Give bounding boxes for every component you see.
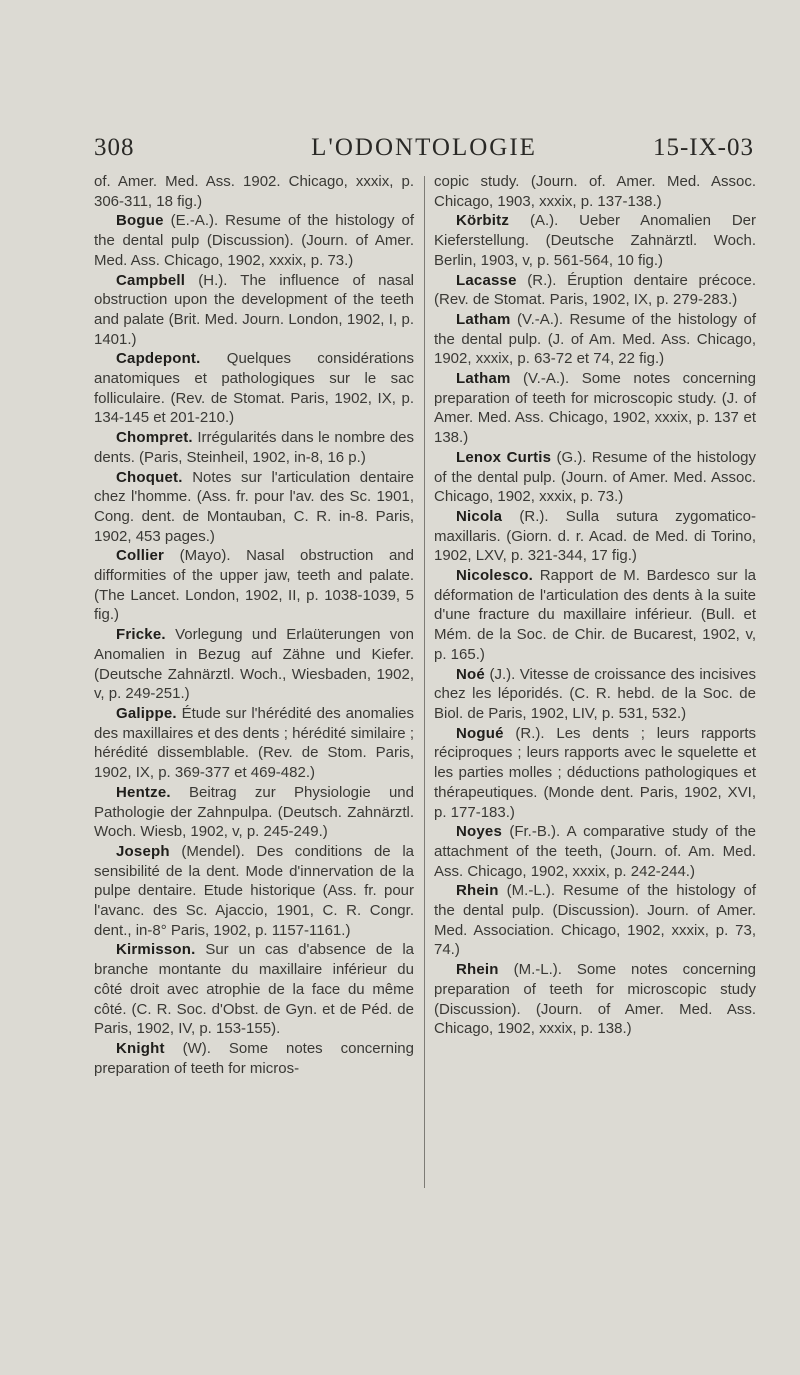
entry-author: Nogué [456,724,504,742]
entry-author: Choquet. [116,468,183,486]
entry-author: Körbitz [456,212,510,230]
entry-text: (Mayo). Nasal obstruction and difformities of the upper jaw, teeth and palate. (The Lancet. London, 1902, II, p. 1038-1039, 5 fig.) [94,547,414,624]
entry-text: Rapport de M. Bardesco sur la déformation de l'articulation des dents à la suite d'une fracture du maxillaire inférieur. (Bull. et Mém. de la Soc. de Chir. de Bucarest, 1902, v, p. 165.) [434,567,756,663]
entry-text: Notes sur l'articulation dentaire chez l'homme. (Ass. fr. pour l'av. des Sc. 1901, Cong. dent. de Montauban, C. R. in-8. Paris, 1902, 453 pages.) [94,468,414,545]
entry-text: (A.). Ueber Anomalien Der Kieferstellung. (Deutsche Zahnärztl. Woch. Berlin, 1903, v, p. 561-564, 10 fig.) [434,212,756,269]
entry-author: Noé [456,665,485,683]
entry-text: (R.). Les dents ; leurs rapports réciproques ; leurs rapports avec le squelette et les parties molles ; déductions pathologiques et thérapeutiques. (Monde dent. Paris, 1902, XVI, p. 177-183.) [434,724,756,821]
entry-text: Irrégularités dans le nombre des dents. (Paris, Steinheil, 1902, in-8, 16 p.) [94,429,414,466]
bibliography-entry [94,625,414,704]
bibliography-entry [94,940,414,1039]
bibliography-entry [434,665,756,724]
bibliography-entry [434,724,756,823]
entry-author: Nicola [456,507,503,525]
entry-author: Knight [116,1039,165,1057]
bibliography-entry [94,172,414,211]
bibliography-entry [434,310,756,369]
bibliography-entry [94,349,414,428]
bibliography-entry [94,468,414,547]
entry-author: Lacasse [456,271,517,289]
entry-author: Bogue [116,212,164,230]
entry-author: Joseph [116,842,170,860]
right-column [434,172,756,1039]
entry-author: Chompret. [116,429,193,447]
bibliography-entry [434,881,756,960]
page-number: 308 [94,134,135,161]
entry-text: Vorlegung und Erlaüterungen von Anomalien in Bezug auf Zähne und Kiefer. (Deutsche Zahnärztl. Woch., Wiesbaden, 1902, v, p. 249-251.) [94,626,414,703]
entry-author: Collier [116,547,165,565]
column-divider [424,176,425,1188]
issue-date: 15-IX-03 [652,134,754,161]
entry-author: Nicolesco. [456,567,534,585]
bibliography-entry [434,172,756,211]
entry-author: Rhein [456,882,499,900]
entry-text: Beitrag zur Physiologie und Pathologie der Zahnpulpa. (Deutsch. Zahnärztl. Woch. Wiesb, 1902, v, p. 245-249.) [94,783,414,841]
entry-text: (R.). Sulla sutura zygomatico-maxillaris. (Giorn. d. r. Acad. de Med. di Torino, 1902, LXV, p. 321-344, 17 fig.) [434,507,756,565]
bibliography-entry [434,507,756,566]
entry-author: Fricke. [116,626,166,644]
entry-author: Lenox Curtis [456,448,552,466]
bibliography-entry [94,546,414,625]
entry-text: Étude sur l'hérédité des anomalies des maxillaires et des dents ; hérédité similaire ; hérédité dissemblable. (Rev. de Stom. Paris, 1902, IX, p. 369-377 et 469-482.) [94,704,414,782]
bibliography-entry [94,783,414,842]
bibliography-entry [434,566,756,665]
entry-author: Kirmisson. [116,941,196,959]
entry-text: copic study. (Journ. of. Amer. Med. Assoc. Chicago, 1903, xxxix, p. 137-138.) [434,173,756,210]
entry-author: Hentze. [116,783,171,801]
entry-text: (M.-L.). Resume of the histology of the dental pulp. (Discussion). Journ. of Amer. Med. Association. Chicago, 1902, xxxix, p. 73, 74.) [434,882,756,959]
entry-author: Campbell [116,271,186,289]
bibliography-entry [94,271,414,350]
entry-text: (J.). Vitesse de croissance des incisives chez les léporidés. (C. R. hebd. de la Soc. de Biol. de Paris, 1902, LIV, p. 531, 532.) [434,665,756,722]
entry-text: Quelques considérations anatomiques et pathologiques sur le sac folliculaire. (Rev. de Stomat. Paris, 1902, IX, p. 134-145 et 201-210.) [94,350,414,427]
left-column [94,172,414,1078]
bibliography-entry [94,211,414,270]
bibliography-entry [94,428,414,467]
entry-author: Latham [456,370,511,388]
bibliography-entry [434,822,756,881]
bibliography-entry [434,369,756,448]
running-header [94,134,754,168]
entry-text: (E.-A.). Resume of the histology of the dental pulp (Discussion). (Journ. of Amer. Med. Ass. Chicago, 1902, xxxix, p. 73.) [94,212,414,269]
entry-text: (R.). Éruption dentaire précoce. (Rev. de Stomat. Paris, 1902, IX, p. 279-283.) [434,271,756,309]
bibliography-entry [94,842,414,941]
running-title: L'ODONTOLOGIE [311,134,537,161]
entry-author: Noyes [456,823,503,841]
bibliography-entry [94,1039,414,1078]
bibliography-entry [434,960,756,1039]
bibliography-entry [434,448,756,507]
entry-text: of. Amer. Med. Ass. 1902. Chicago, xxxix, p. 306-311, 18 fig.) [94,173,414,210]
entry-text: (M.-L.). Some notes concerning preparation of teeth for microscopic study (Discussion). (Journ. of Amer. Med. Ass. Chicago, 1902, xxxix, p. 138.) [434,961,756,1038]
entry-text: (Mendel). Des conditions de la sensibilité de la dent. Mode d'innervation de la pulpe dentaire. Etude historique (Ass. fr. pour l'avanc. des Sc. Ajaccio, 1901, C. R. Congr. dent., in-8° Paris, 1902, p. 1157-1161.) [94,842,414,939]
entry-text: (H.). The influence of nasal obstruction upon the development of the teeth and palate (Brit. Med. Journ. London, 1902, I, p. 1401.) [94,271,414,348]
entry-text: (G.). Resume of the histology of the dental pulp. (Journ. of Amer. Med. Assoc. Chicago, 1902, xxxix, p. 73.) [434,448,757,506]
entry-author: Capdepont. [116,350,201,368]
entry-text: Sur un cas d'absence de la branche montante du maxillaire inférieur du côté droit avec atrophie de la face du même côté. (C. R. Soc. d'Obst. de Gyn. et de Péd. de Paris, 1902, IV, p. 153-155). [94,941,414,1038]
entry-text: (V.-A.). Some notes concerning preparation of teeth for microscopic study. (J. of Amer. Med. Ass. Chicago, 1902, xxxix, p. 137 et 138.) [434,370,756,447]
bibliography-entry [434,271,756,310]
entry-author: Galippe. [116,704,177,722]
entry-author: Latham [456,310,511,328]
entry-text: (V.-A.). Resume of the histology of the dental pulp. (J. of Am. Med. Ass. Chicago, 1902, xxxix, p. 63-72 et 74, 22 fig.) [434,310,756,368]
entry-author: Rhein [456,961,499,979]
bibliography-entry [94,704,414,783]
entry-text: (Fr.-B.). A comparative study of the attachment of the teeth, (Journ. of. Am. Med. Ass. Chicago, 1902, xxxix, p. 242-244.) [434,823,756,880]
entry-text: (W). Some notes concerning preparation of teeth for micros- [94,1039,414,1077]
bibliography-entry [434,211,756,270]
